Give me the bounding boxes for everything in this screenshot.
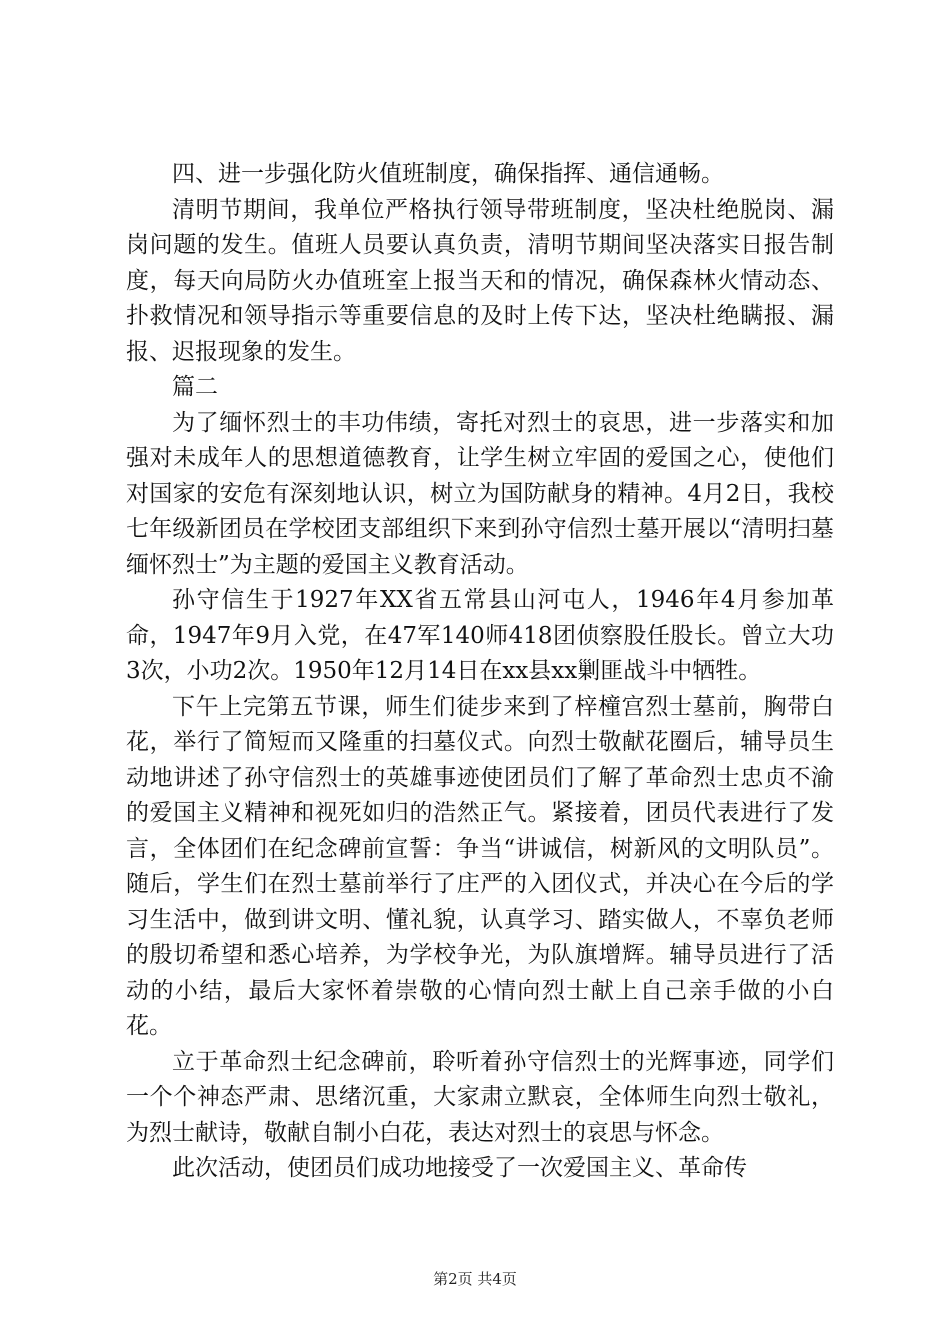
body-text xyxy=(126,157,834,1187)
paragraph-ceremony: 下午上完第五节课，师生们徒步来到了梓橦宫烈士墓前，胸带白花，举行了简短而又隆重的扫墓仪式。向烈士敬献花圈后，辅导员生动地讲述了孙守信烈士的英雄事迹使团员们了解了革命烈士忠贞不渝的爱国主义精神和视死如归的浩然正气。紧接着，团员代表进行了发言，全体团们在纪念碑前宣誓：争当“讲诚信，树新风的文明队员”。随后，学生们在烈士墓前举行了庄严的入团仪式，并决心在今后的学习生活中，做到讲文明、懂礼貌，认真学习、踏实做人，不辜负老师的殷切希望和悉心培养，为学校争光，为队旗增辉。辅导员进行了活动的小结，最后大家怀着崇敬的心情向烈士献上自己亲手做的小白花。 xyxy=(126,693,834,1039)
paragraph-conclusion: 此次活动，使团员们成功地接受了一次爱国主义、革命传 xyxy=(172,1155,747,1181)
paragraph-martyr-bio: 孙守信生于1927年XX省五常县山河屯人，1946年4月参加革命，1947年9月入党，在47军140师418团侦察股任股长。曾立大功3次，小功2次。1950年12月14日在xx县xx剿匪战斗中牺牲。 xyxy=(126,587,834,684)
page-number-footer: 第2页 共4页 xyxy=(433,1270,517,1288)
paragraph-part-two-heading: 篇二 xyxy=(172,374,218,400)
paragraph-duty-system: 清明节期间，我单位严格执行领导带班制度，坚决杜绝脱岗、漏岗问题的发生。值班人员要认真负责，清明节期间坚决落实日报告制度，每天向局防火办值班室上报当天和的情况，确保森林火情动态、扑救情况和领导指示等重要信息的及时上传下达，坚决杜绝瞒报、漏报、迟报现象的发生。 xyxy=(126,196,834,365)
paragraph-memorial: 立于革命烈士纪念碑前，聆听着孙守信烈士的光辉事迹，同学们一个个神态严肃、思绪沉重，大家肃立默哀，全体师生向烈士敬礼，为烈士献诗，敬献自制小白花，表达对烈士的哀思与怀念。 xyxy=(126,1048,834,1146)
paragraph-section-four-heading: 四、进一步强化防火值班制度，确保指挥、通信通畅。 xyxy=(172,161,724,187)
paragraph-activity-intro: 为了缅怀烈士的丰功伟绩，寄托对烈士的哀思，进一步落实和加强对未成年人的思想道德教育，让学生树立牢固的爱国之心，使他们对国家的安危有深刻地认识，树立为国防献身的精神。4月2日，我校七年级新团员在学校团支部组织下来到孙守信烈士墓开展以“清明扫墓缅怀烈士”为主题的爱国主义教育活动。 xyxy=(126,409,834,578)
